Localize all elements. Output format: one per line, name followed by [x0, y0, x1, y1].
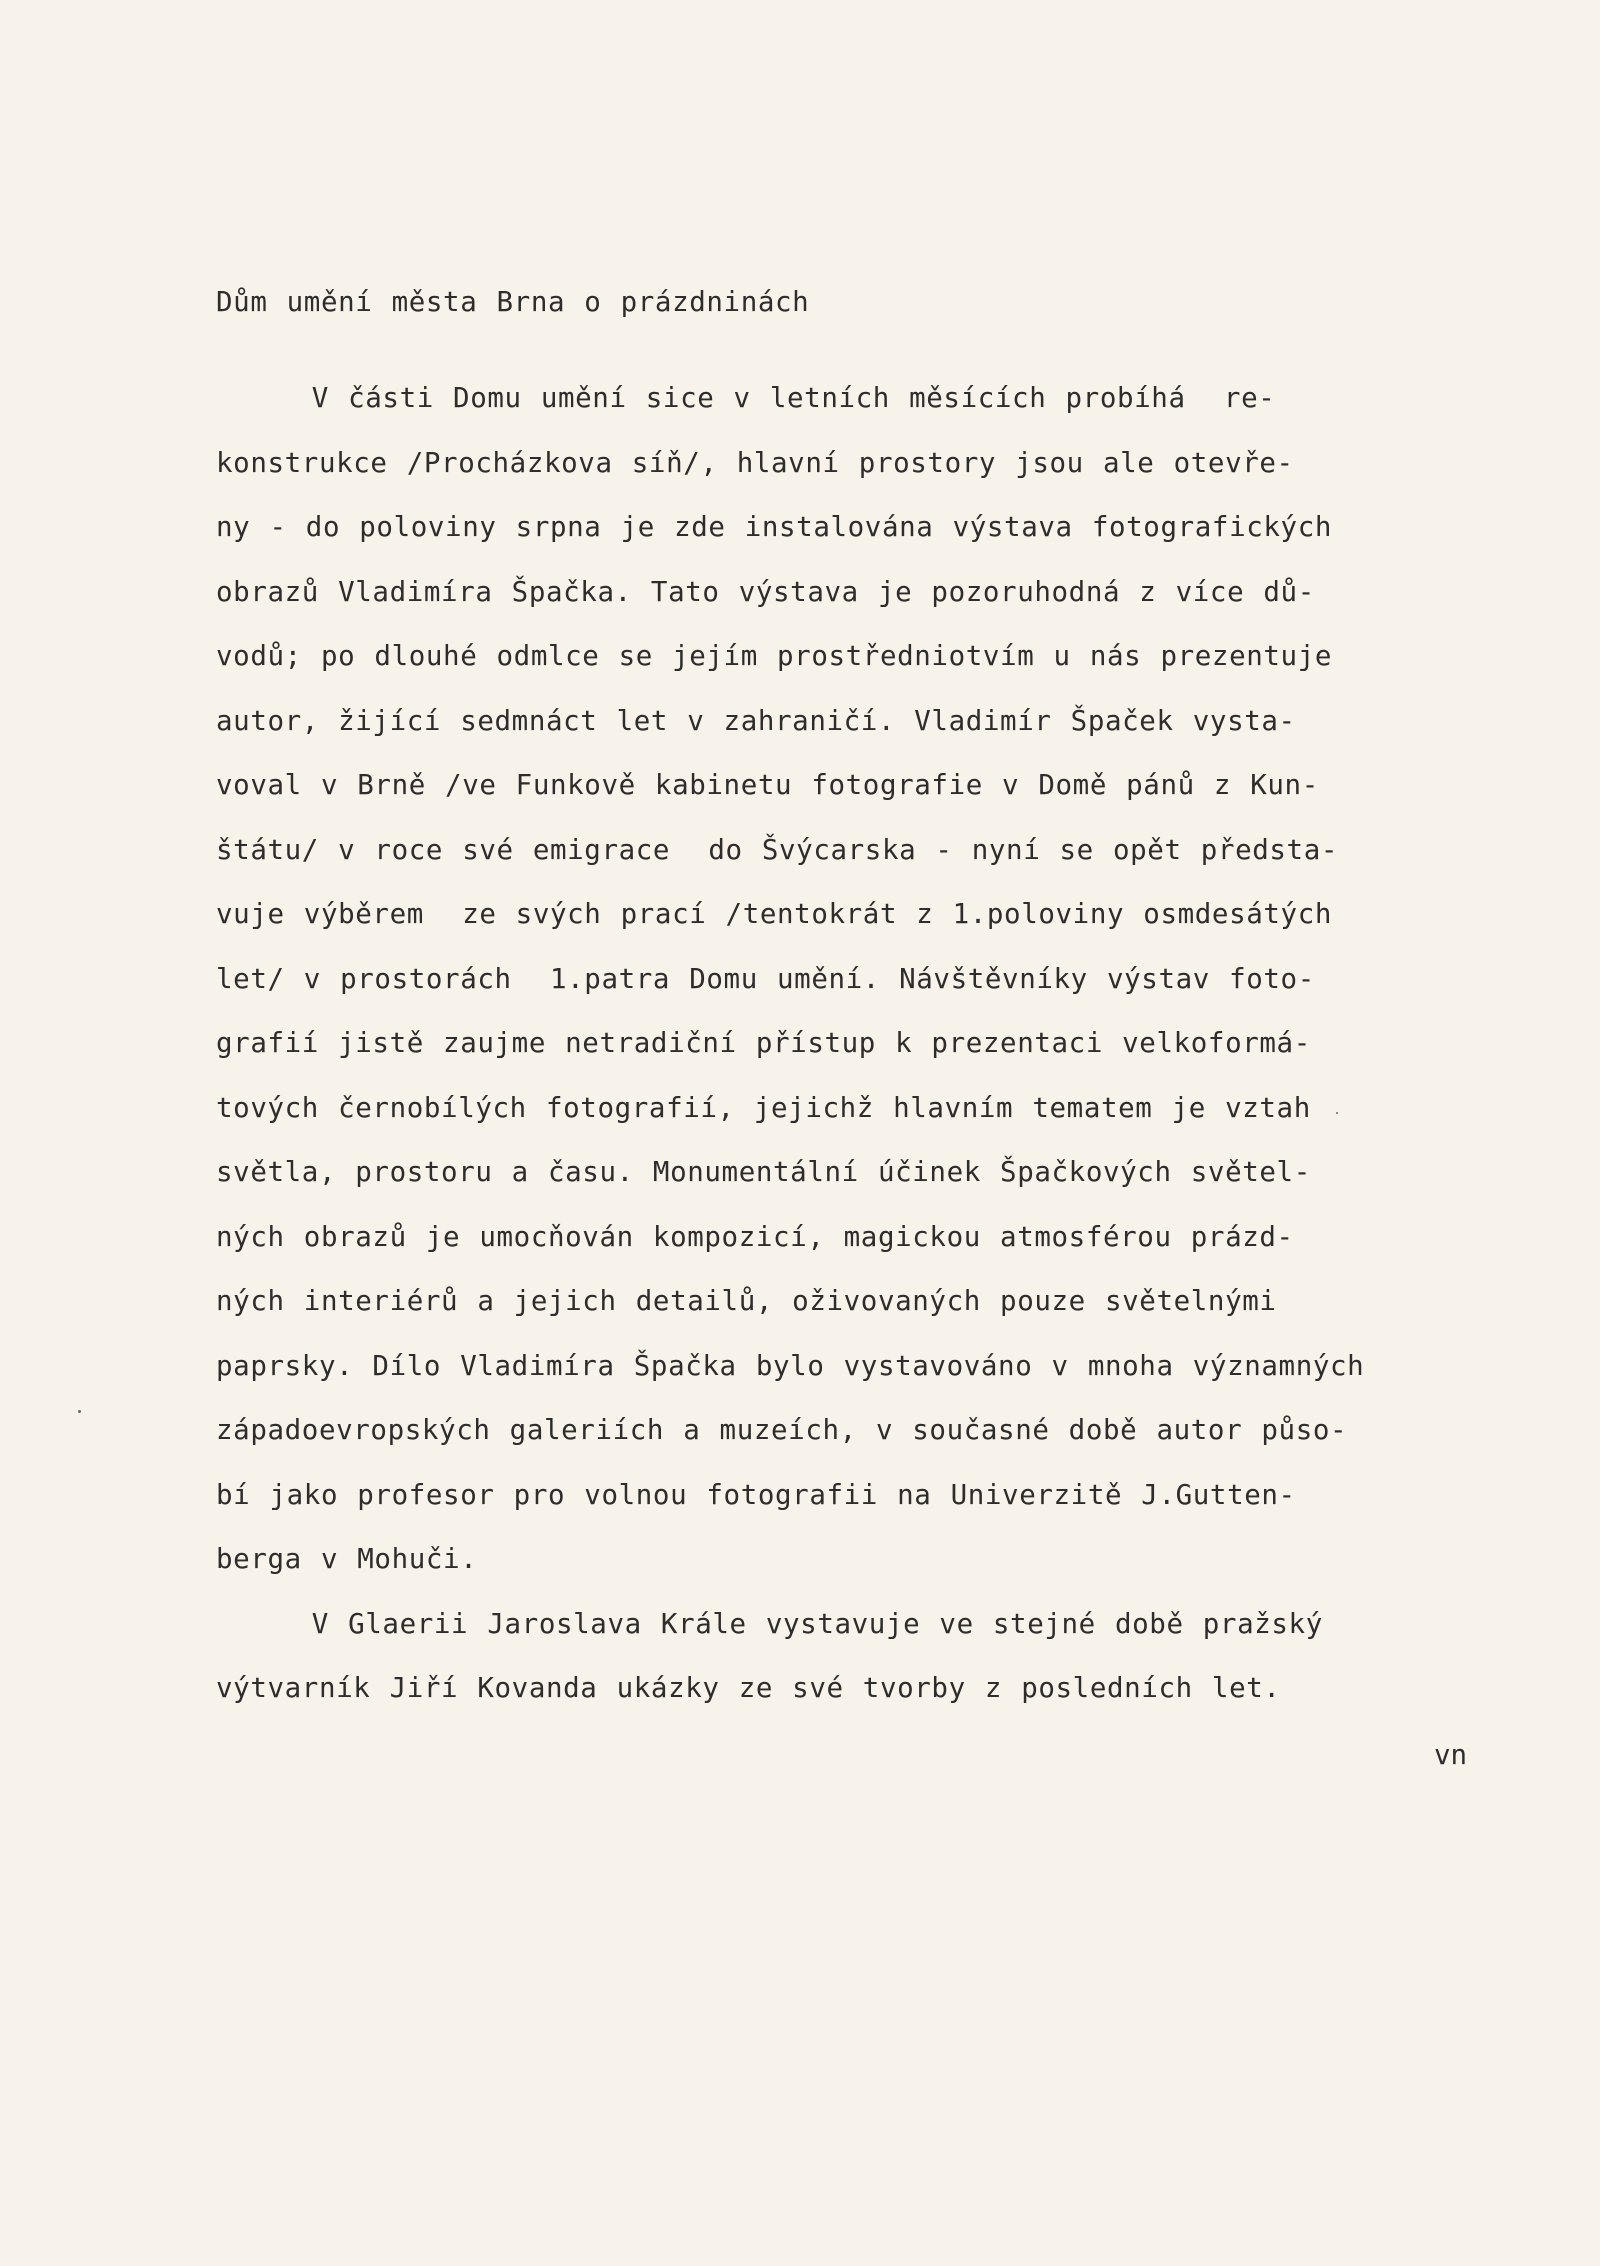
- text-line: západoevropských galeriích a muzeích, v současné době autor půso-: [216, 1414, 1348, 1446]
- document-title: Dům umění města Brna o prázdninách: [216, 286, 810, 318]
- text-line: vodů; po dlouhé odmlce se jejím prostředniotvím u nás prezentuje: [216, 640, 1333, 672]
- text-line: výtvarník Jiří Kovanda ukázky ze své tvorby z posledních let.: [216, 1672, 1281, 1704]
- text-line: vuje výběrem ze svých prací /tentokrát z 1.poloviny osmdesátých: [216, 898, 1333, 930]
- text-line: ných interiérů a jejich detailů, oživovaných pouze světelnými: [216, 1285, 1277, 1317]
- text-line: berga v Mohuči.: [216, 1543, 478, 1575]
- author-initials: vn: [1434, 1739, 1468, 1771]
- text-line: bí jako profesor pro volnou fotografii na Univerzitě J.Gutten-: [216, 1478, 1296, 1511]
- text-line: grafií jistě zaujme netradiční přístup k prezentaci velkoformá-: [216, 1027, 1311, 1059]
- text-line: tových černobílých fotografií, jejichž hlavním tematem je vztah: [216, 1091, 1311, 1124]
- paragraph-kovanda-exhibition: [216, 1592, 1546, 1721]
- text-line: let/ v prostorách 1.patra Domu umění. Návštěvníky výstav foto-: [216, 962, 1315, 995]
- text-line: autor, žijící sedmnáct let v zahraničí. Vladimír Špaček vysta-: [216, 704, 1296, 737]
- text-line: voval v Brně /ve Funkově kabinetu fotografie v Domě pánů z Kun-: [216, 769, 1319, 801]
- text-line: obrazů Vladimíra Špačka. Tato výstava je pozoruhodná z více dů-: [216, 575, 1315, 608]
- text-line: ných obrazů je umocňován kompozicí, magickou atmosférou prázd-: [216, 1220, 1294, 1253]
- text-line: ny - do poloviny srpna je zde instalována výstava fotografických: [216, 511, 1333, 543]
- typed-text: [216, 282, 1546, 1721]
- paper-speck: [78, 1410, 81, 1413]
- text-line: světla, prostoru a času. Monumentální účinek Špačkových světel-: [216, 1156, 1311, 1188]
- text-line: konstrukce /Procházkova síň/, hlavní prostory jsou ale otevře-: [216, 446, 1294, 479]
- text-line: paprsky. Dílo Vladimíra Špačka bylo vystavováno v mnoha významných: [216, 1349, 1365, 1382]
- text-line: V Glaerii Jaroslava Krále vystavuje ve stejné době pražský: [216, 1607, 1323, 1640]
- paragraph-spacek-exhibition: [216, 366, 1546, 1592]
- text-line: štátu/ v roce své emigrace do Švýcarska - nyní se opět předsta-: [216, 833, 1339, 866]
- text-line: V části Domu umění sice v letních měsících probíhá re-: [216, 382, 1276, 414]
